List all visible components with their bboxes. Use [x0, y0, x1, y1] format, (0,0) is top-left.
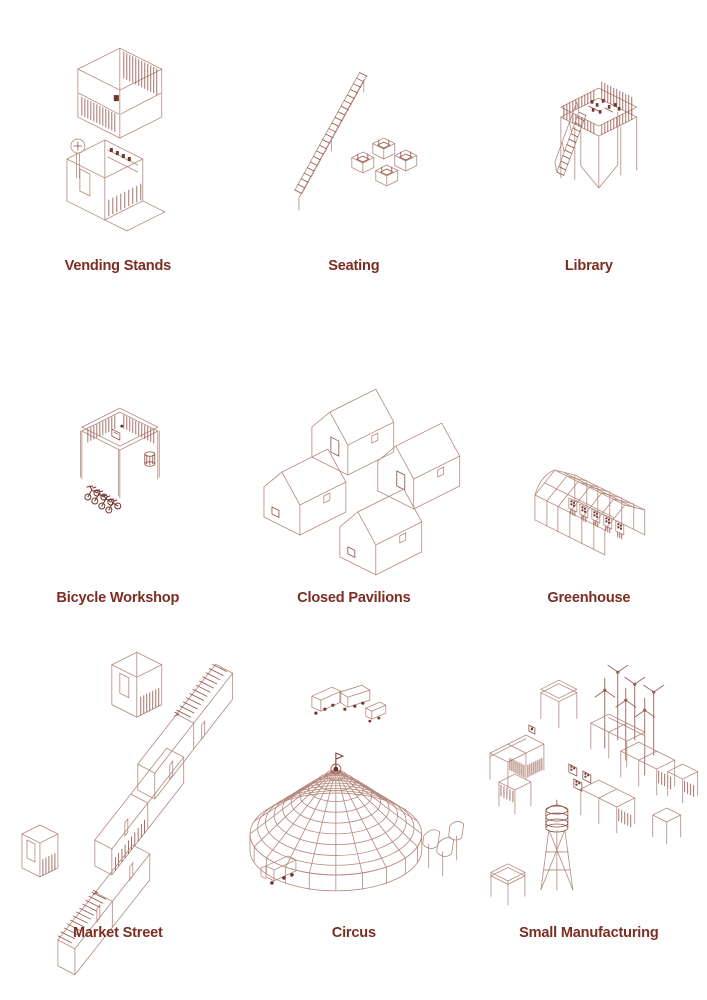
- small-manufacturing-drawing: [471, 640, 707, 1000]
- catalog-cell-seating: [236, 0, 472, 333]
- catalog-row-3: [0, 640, 707, 1000]
- market-street-drawing: [0, 640, 236, 1000]
- catalog-cell-market-street: [0, 640, 236, 1000]
- catalog-cell-library: [471, 0, 707, 333]
- cell-label-circus: Circus: [331, 924, 376, 941]
- vending-stands-drawing: [0, 0, 236, 333]
- cell-label-closed-pavilions: Closed Pavilions: [296, 589, 411, 606]
- cell-label-vending-stands: Vending Stands: [64, 257, 172, 274]
- cell-label-small-manufacturing: Small Manufacturing: [519, 924, 659, 941]
- catalog-cell-closed-pavilions: [236, 333, 472, 640]
- circus-drawing: [236, 640, 472, 1000]
- cell-label-greenhouse: Greenhouse: [547, 589, 631, 606]
- catalog-cell-greenhouse: [471, 333, 707, 640]
- catalog-cell-bicycle-workshop: [0, 333, 236, 640]
- cell-label-library: Library: [565, 257, 614, 274]
- catalog-cell-vending-stands: [0, 0, 236, 333]
- library-drawing: [471, 0, 707, 333]
- cell-label-bicycle-workshop: Bicycle Workshop: [56, 589, 180, 606]
- cell-label-market-street: Market Street: [72, 924, 163, 941]
- catalog-cell-small-manufacturing: [471, 640, 707, 1000]
- catalog-row-1: [0, 0, 707, 333]
- cell-label-seating: Seating: [327, 257, 380, 274]
- catalog-row-2: [0, 333, 707, 640]
- catalog-cell-circus: [236, 640, 472, 1000]
- seating-drawing: [236, 0, 472, 333]
